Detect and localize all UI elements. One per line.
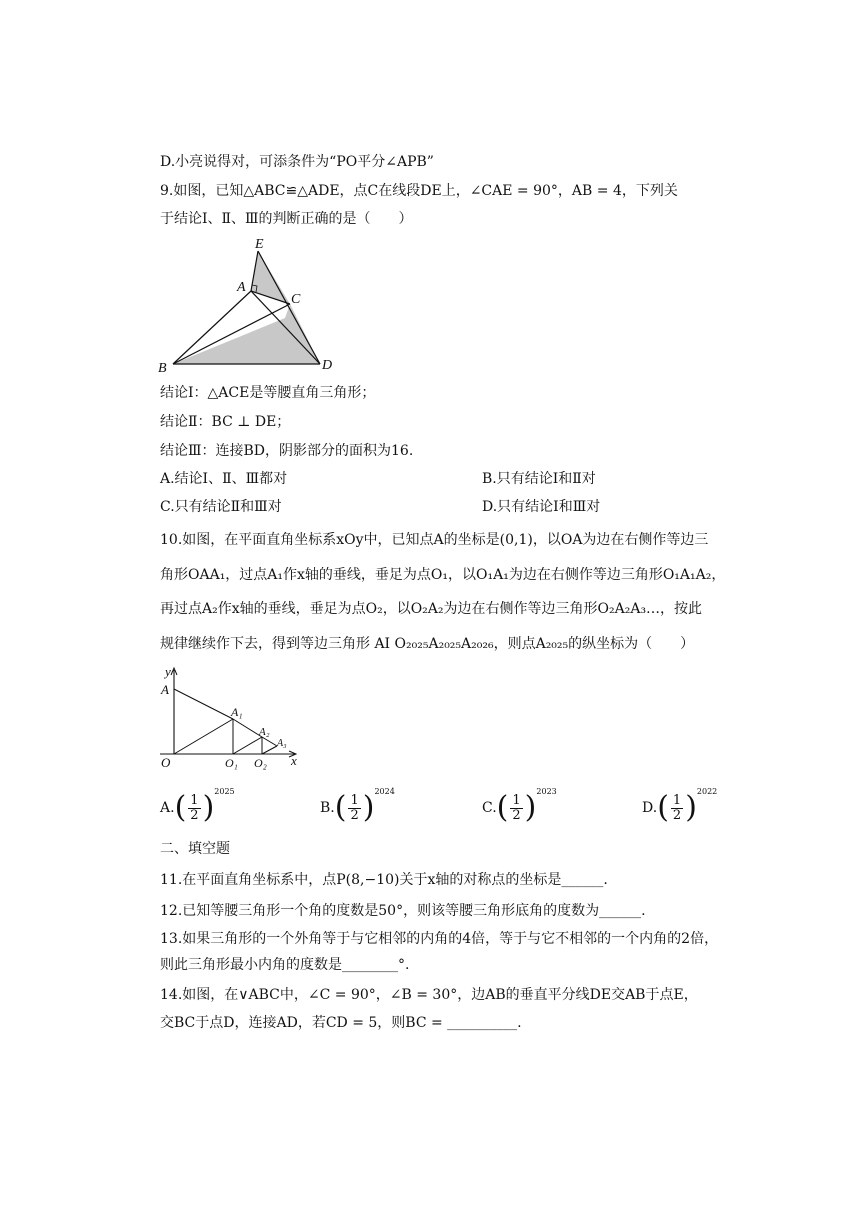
q12-text: 12.已知等腰三角形一个角的度数是50°，则该等腰三角形底角的度数为______.	[160, 903, 646, 919]
q10-option-a-letter: A.	[160, 800, 175, 816]
q10-option-d-letter: D.	[642, 800, 658, 816]
q10-stem-line3: 再过点A₂作x轴的垂线，垂足为点O₂，以O₂A₂为边在右侧作等边三角形O₂A₂A₃…，按此	[160, 601, 703, 617]
q10-line-O2-A3	[262, 746, 277, 754]
q10-stem-line2: 角形OAA₁，过点A₁作x轴的垂线，垂足为点O₁，以O₁A₁为边在右侧作等边三角形O₁A₁A₂，	[160, 567, 726, 583]
q10-option-c-expression: ( $\frac{1}{2}$ ) 2023	[497, 788, 557, 828]
q9-conclusion-2: 结论Ⅱ：BC ⊥ DE；	[160, 414, 291, 430]
q9-label-B: B	[158, 361, 167, 376]
q10-label-y: y	[165, 664, 171, 679]
q10-stem-line4: 规律继续作下去，得到等边三角形 AI O₂₀₂₅A₂₀₂₅A₂₀₂₆，则点A₂₀₂₅的纵坐标为（ ）	[160, 636, 695, 652]
q10-label-A: A	[161, 682, 169, 697]
q10-line-A-A1	[174, 689, 233, 719]
q9-label-D: D	[322, 358, 333, 373]
q10-option-b-num: 1	[350, 792, 359, 808]
q10-option-b-expression: ( $\frac{1}{2}$ ) 2024	[335, 788, 395, 828]
q10-option-d-den: 2	[672, 807, 682, 823]
q10-line-A1-A2	[233, 719, 262, 737]
q10-option-c-letter: C.	[482, 800, 497, 816]
q10-line-O-A1	[174, 719, 233, 754]
q14-line2: 交BC于点D，连接AD，若CD = 5，则BC = __________.	[160, 1015, 522, 1031]
q9-conclusion-3: 结论Ⅲ：连接BD，阴影部分的面积为16.	[160, 443, 414, 459]
q10-option-a-den: 2	[190, 807, 199, 823]
q10-option-a	[160, 788, 235, 828]
q10-option-c-den: 2	[512, 807, 521, 823]
q10-label-O1: O₁	[225, 756, 238, 770]
q10-label-x: x	[291, 753, 297, 768]
q9-stem-line1: 9.如图，已知△ABC≌△ADE，点C在线段DE上，∠CAE = 90°，AB = 4，下列关	[160, 183, 678, 199]
q13-line2: 则此三角形最小内角的度数是________°.	[160, 957, 410, 973]
q9-label-A: A	[237, 280, 246, 295]
q10-option-d-expression: ( $\frac{1}{2}$ ) 2022	[657, 788, 717, 828]
q10-option-d	[642, 788, 717, 828]
q9-option-b: B.只有结论Ⅰ和Ⅱ对	[482, 471, 596, 487]
q9-option-c: C.只有结论Ⅱ和Ⅲ对	[160, 499, 282, 515]
q10-option-b-letter: B.	[320, 800, 335, 816]
q10-option-c	[482, 788, 557, 828]
q10-option-a-num: 1	[190, 792, 199, 808]
q11-text: 11.在平面直角坐标系中，点P(8,−10)关于x轴的对称点的坐标是______.	[160, 872, 608, 888]
q10-label-A1: A₁	[231, 705, 243, 719]
q10-figure	[155, 664, 305, 774]
q10-label-A2: A₂	[259, 726, 270, 738]
q10-option-c-num: 1	[512, 792, 521, 808]
q10-option-d-num: 1	[672, 792, 682, 808]
q9-label-E: E	[255, 237, 264, 252]
q10-label-O: O	[161, 755, 171, 770]
q10-option-b	[320, 788, 395, 828]
q10-option-d-exp: 2022	[696, 787, 718, 796]
q10-option-b-den: 2	[350, 807, 359, 823]
q14-line1: 14.如图，在∨ABC中，∠C = 90°，∠B = 30°，边AB的垂直平分线DE交AB于点E，	[160, 987, 698, 1003]
q10-option-a-expression: ( $\frac{1}{2}$ ) 2025	[175, 788, 235, 828]
q10-label-O2: O₂	[254, 756, 267, 770]
q9-option-d: D.只有结论Ⅰ和Ⅲ对	[482, 499, 601, 515]
q9-conclusion-1: 结论Ⅰ：△ACE是等腰直角三角形；	[160, 385, 376, 401]
q10-option-c-exp: 2023	[536, 787, 557, 796]
q9-figure	[155, 236, 345, 376]
q13-line1: 13.如果三角形的一个外角等于与它相邻的内角的4倍，等于与它不相邻的一个内角的2倍，	[160, 931, 719, 947]
section-title-fill-in: 二、填空题	[160, 841, 230, 857]
q10-line-O1-A2	[233, 737, 262, 754]
q10-label-A3: A₃	[277, 738, 287, 749]
q9-option-a: A.结论Ⅰ、Ⅱ、Ⅲ都对	[160, 471, 288, 487]
q9-shaded-quad-bottom	[173, 304, 320, 364]
q9-label-C: C	[291, 292, 301, 307]
q10-option-b-exp: 2024	[374, 787, 395, 796]
q9-stem-line2: 于结论Ⅰ、Ⅱ、Ⅲ的判断正确的是（ ）	[160, 211, 413, 227]
q10-option-a-exp: 2025	[214, 787, 235, 796]
q10-stem-line1: 10.如图，在平面直角坐标系xOy中，已知点A的坐标是(0,1)，以OA为边在右侧作等边三	[160, 532, 709, 548]
q10-line-A2-A3	[262, 737, 277, 746]
q8-option-d: D.小亮说得对，可添条件为“PO平分∠APB”	[160, 154, 434, 170]
